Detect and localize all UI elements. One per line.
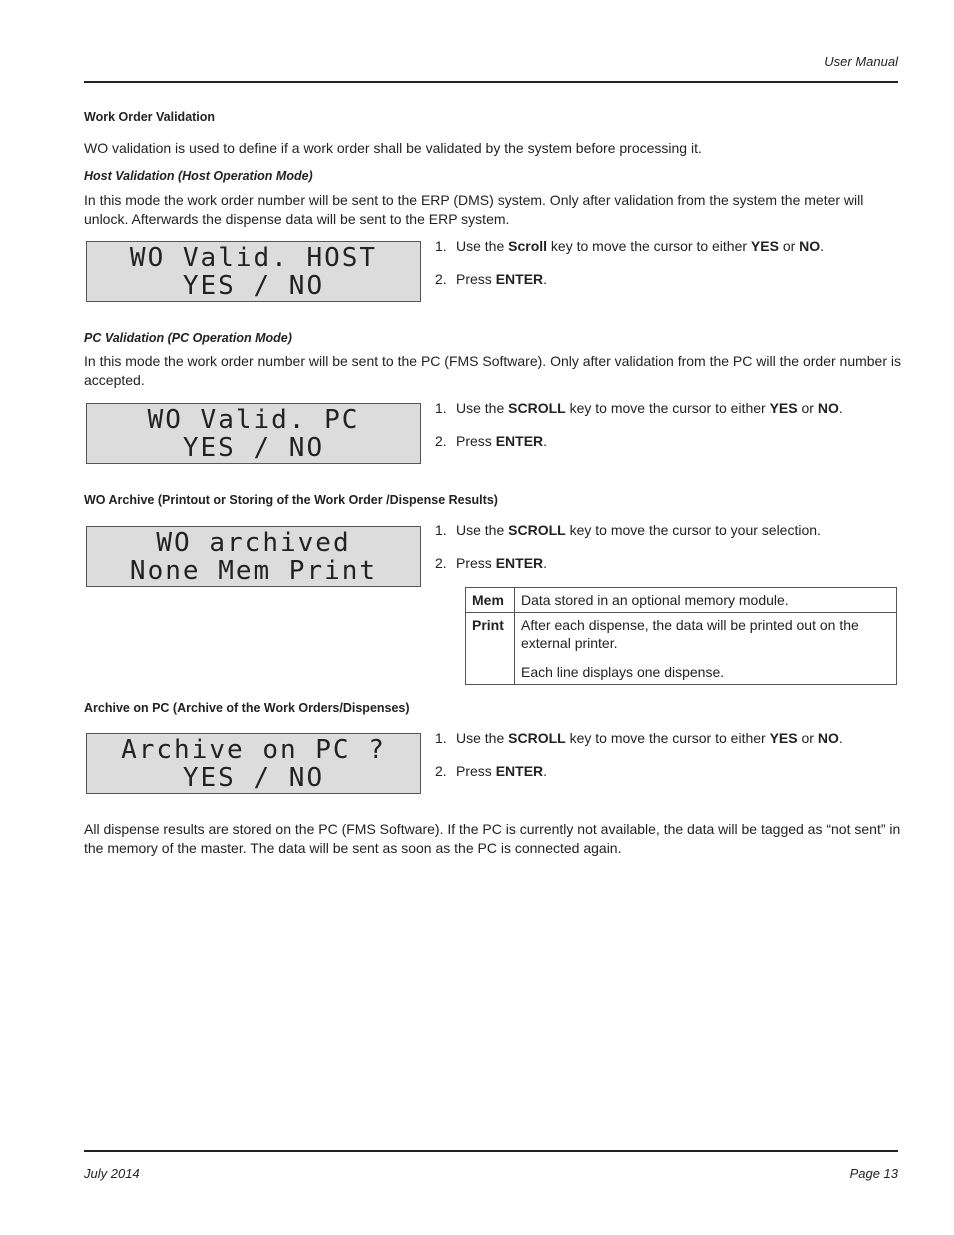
archive-pc-closing-text: All dispense results are stored on the PC (FMS Software). If the PC is currently not available, the data will be tagged as “not sent” in the memory of the master. The data will be sent as soon as the PC is connected again. xyxy=(84,821,901,856)
lcd-line-2: YES / NO xyxy=(182,763,325,793)
lcd-line-1: WO Valid. PC xyxy=(147,405,360,435)
table-row-print xyxy=(466,613,897,685)
steps-host xyxy=(435,238,824,304)
host-validation-text: In this mode the work order number will be sent to the ERP (DMS) system. Only after validation from the system the meter will unlock. Afterwards the dispense data will be sent to the ERP system. xyxy=(84,192,864,227)
pc-validation-text: In this mode the work order number will be sent to the PC (FMS Software). Only after validation from the PC will the order number is accepted. xyxy=(84,353,901,388)
step-2: 2. Press ENTER. xyxy=(435,763,548,779)
lcd-line-2: YES / NO xyxy=(182,271,325,301)
lcd-display-host xyxy=(86,241,421,302)
lcd-line-1: Archive on PC ? xyxy=(121,735,386,765)
lcd-display-wo-archive xyxy=(86,526,421,587)
steps-archive-pc xyxy=(435,730,843,796)
lcd-line-1: WO archived xyxy=(156,528,351,558)
step-2: 2. Press ENTER. xyxy=(435,271,548,287)
step-1: 1. Use the SCROLL key to move the cursor to your selection. xyxy=(435,522,821,538)
section-heading-wo-validation: Work Order Validation xyxy=(84,110,216,124)
subsection-heading-pc-validation: PC Validation (PC Operation Mode) xyxy=(84,331,292,345)
wo-validation-intro: WO validation is used to define if a work order shall be validated by the system before processing it. xyxy=(84,140,702,156)
lcd-display-archive-pc xyxy=(86,733,421,794)
step-1: 1. Use the SCROLL key to move the cursor to either YES or NO. xyxy=(435,400,843,416)
option-key-mem: Mem xyxy=(466,588,515,613)
header-rule xyxy=(84,81,898,83)
lcd-line-2: None Mem Print xyxy=(129,556,378,586)
steps-pc xyxy=(435,400,843,466)
lcd-display-pc xyxy=(86,403,421,464)
section-heading-archive-pc: Archive on PC (Archive of the Work Orders/Dispenses) xyxy=(84,701,410,715)
step-2: 2. Press ENTER. xyxy=(435,555,548,571)
page-number: Page 13 xyxy=(849,1166,898,1181)
table-row-mem xyxy=(466,588,897,613)
step-1: 1. Use the Scroll key to move the cursor to either YES or NO. xyxy=(435,238,825,254)
running-header: User Manual xyxy=(824,54,898,69)
section-heading-wo-archive: WO Archive (Printout or Storing of the Work Order /Dispense Results) xyxy=(84,493,498,507)
option-desc-print: After each dispense, the data will be printed out on the external printer. Each line displays one dispense. xyxy=(515,613,897,685)
option-key-print: Print xyxy=(466,613,515,685)
footer-rule xyxy=(84,1150,898,1152)
step-2: 2. Press ENTER. xyxy=(435,433,548,449)
lcd-line-2: YES / NO xyxy=(182,433,325,463)
lcd-line-1: WO Valid. HOST xyxy=(129,243,378,273)
step-1: 1. Use the SCROLL key to move the cursor to either YES or NO. xyxy=(435,730,843,746)
subsection-heading-host-validation: Host Validation (Host Operation Mode) xyxy=(84,169,313,183)
option-desc-mem: Data stored in an optional memory module. xyxy=(515,588,897,613)
archive-options-table xyxy=(465,587,897,685)
steps-wo-archive xyxy=(435,522,821,588)
footer-date: July 2014 xyxy=(84,1166,140,1181)
